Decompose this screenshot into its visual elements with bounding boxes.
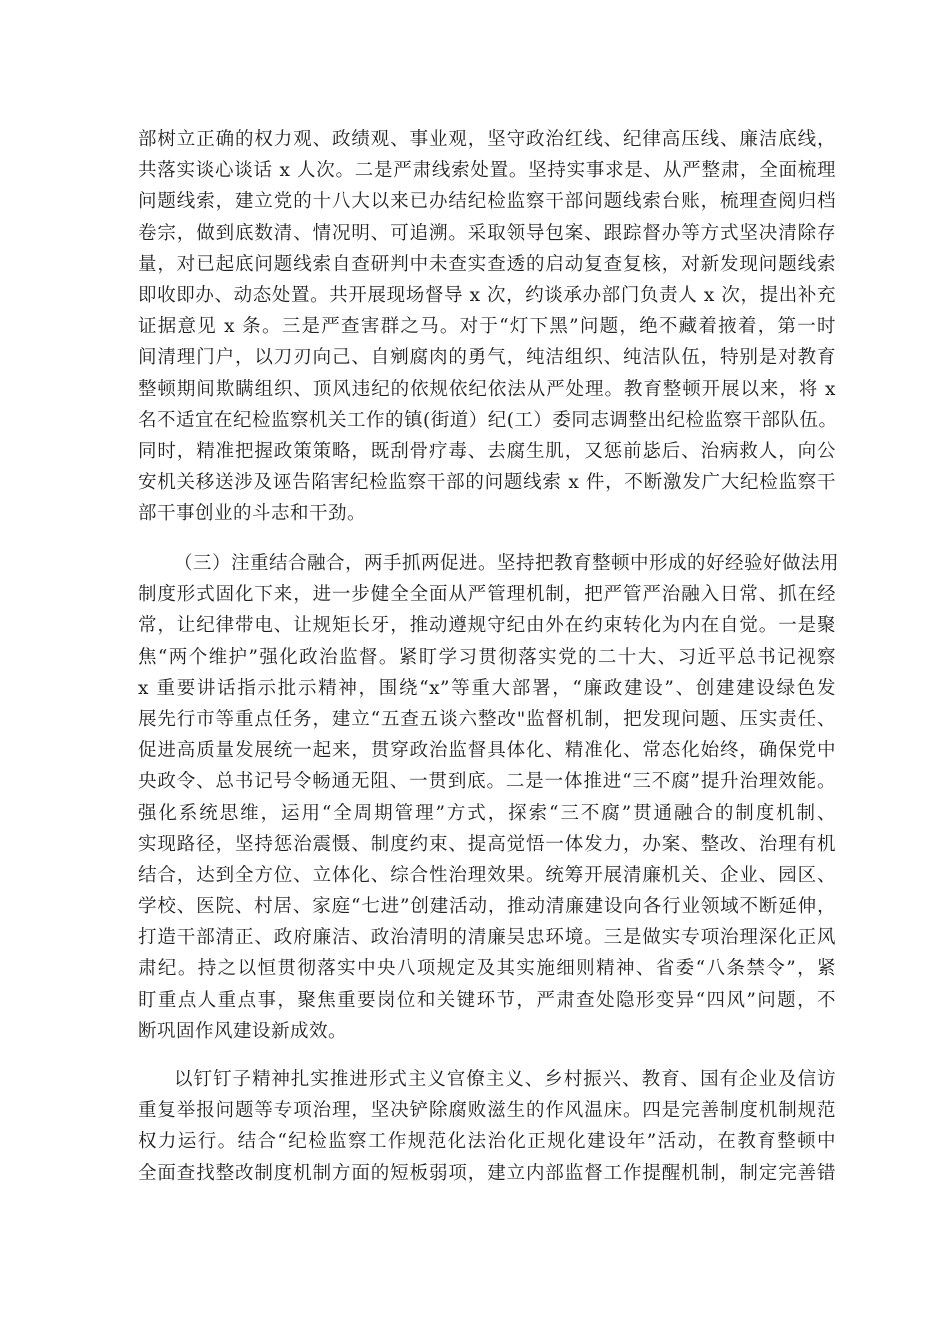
text-line: 共落实谈心谈话 x 人次。二是严肃线索处置。坚持实事求是、从严整肃，全面梳理 <box>138 160 836 182</box>
text-line: 同时，精准把握政策策略，既刮骨疗毒、去腐生肌，又惩前毖后、治病救人，向公 <box>138 440 836 462</box>
paragraph-1 <box>138 124 836 529</box>
text-line: 部干事创业的斗志和干劲。 <box>138 503 367 525</box>
text-line: x 重要讲话指示批示精神，围绕“x”等重大部署，“廉政建设”、创建建设绿色发 <box>138 677 836 699</box>
text-line: 断巩固作风建设新成效。 <box>138 1020 348 1042</box>
text-line: 制度形式固化下来，进一步健全全面从严管理机制，把严管严治融入日常、抓在经 <box>138 584 836 606</box>
text-line: 展先行市等重点任务，建立“五查五谈六整改"监督机制，把发现问题、压实责任、 <box>138 708 836 730</box>
text-line: 部树立正确的权力观、政绩观、事业观，坚守政治红线、纪律高压线、廉洁底线， <box>138 129 836 150</box>
text-line: 学校、医院、村居、家庭“七进”创建活动，推动清廉建设向各行业领域不断延伸， <box>138 896 836 918</box>
text-line: 即收即办、动态处置。共开展现场督导 x 次，约谈承办部门负责人 x 次，提出补充 <box>138 284 836 306</box>
text-line: 重复举报问题等专项治理，坚决铲除腐败滋生的作风温床。四是完善制度机制规范 <box>138 1100 836 1122</box>
text-line: 安机关移送涉及诬告陷害纪检监察干部的问题线索 x 件，不断激发广大纪检监察干 <box>138 472 836 494</box>
text-line: 促进高质量发展统一起来，贯穿政治监督具体化、精准化、常态化始终，确保党中 <box>138 740 836 762</box>
text-line: 焦“两个维护”强化政治监督。紧盯学习贯彻落实党的二十大、习近平总书记视察 <box>138 646 836 668</box>
text-line: 全面查找整改制度机制方面的短板弱项，建立内部监督工作提醒机制，制定完善错 <box>138 1162 836 1184</box>
text-line: 央政令、总书记号令畅通无阻、一贯到底。二是一体推进“三不腐”提升治理效能。 <box>138 771 836 793</box>
text-line: 强化系统思维，运用“全周期管理”方式，探索“三不腐”贯通融合的制度机制、 <box>138 802 836 824</box>
text-line: 名不适宜在纪检监察机关工作的镇(街道）纪(工）委同志调整出纪检监察干部队伍。 <box>138 409 838 431</box>
text-line: 以钉钉子精神扎实推进形式主义官僚主义、乡村振兴、教育、国有企业及信访 <box>174 1069 836 1090</box>
text-line: 结合，达到全方位、立体化、综合性治理效果。统筹开展清廉机关、企业、园区、 <box>138 864 836 886</box>
text-line: 问题线索，建立党的十八大以来已办结纪检监察干部问题线索台账，梳理查阅归档 <box>138 191 836 213</box>
text-line: 整顿期间欺瞒组织、顶风违纪的依规依纪依法从严处理。教育整顿开展以来，将 x <box>138 378 836 400</box>
paragraph-3 <box>138 1064 836 1189</box>
text-line: 实现路径，坚持惩治震慑、制度约束、提高觉悟一体发力，办案、整改、治理有机 <box>138 833 836 855</box>
text-line: 盯重点人重点事，聚焦重要岗位和关键环节，严肃查处隐形变异“四风”问题，不 <box>138 989 836 1011</box>
text-line: 间清理门户，以刀刃向己、自剜腐肉的勇气，纯洁组织、纯洁队伍，特别是对教育 <box>138 347 836 369</box>
text-line: （三）注重结合融合，两手抓两促进。坚持把教育整顿中形成的好经验好做法用 <box>174 553 840 574</box>
text-line: 打造干部清正、政府廉洁、政治清明的清廉吴忠环境。三是做实专项治理深化正风 <box>138 927 836 949</box>
text-line: 卷宗，做到底数清、情况明、可追溯。采取领导包案、跟踪督办等方式坚决清除存 <box>138 222 836 244</box>
text-line: 肃纪。持之以恒贯彻落实中央八项规定及其实施细则精神、省委“八条禁令”，紧 <box>138 958 836 980</box>
text-line: 量，对已起底问题线索自查研判中未查实查透的启动复查复核，对新发现问题线索 <box>138 253 836 275</box>
text-line: 权力运行。结合“纪检监察工作规范化法治化正规化建设年”活动，在教育整顿中 <box>138 1131 836 1153</box>
text-line: 证据意见 x 条。三是严查害群之马。对于“灯下黑”问题，绝不藏着掖着，第一时 <box>138 316 836 338</box>
paragraph-2 <box>138 548 840 1047</box>
text-line: 常，让纪律带电、让规矩长牙，推动遵规守纪由外在约束转化为内在自觉。一是聚 <box>138 615 836 637</box>
